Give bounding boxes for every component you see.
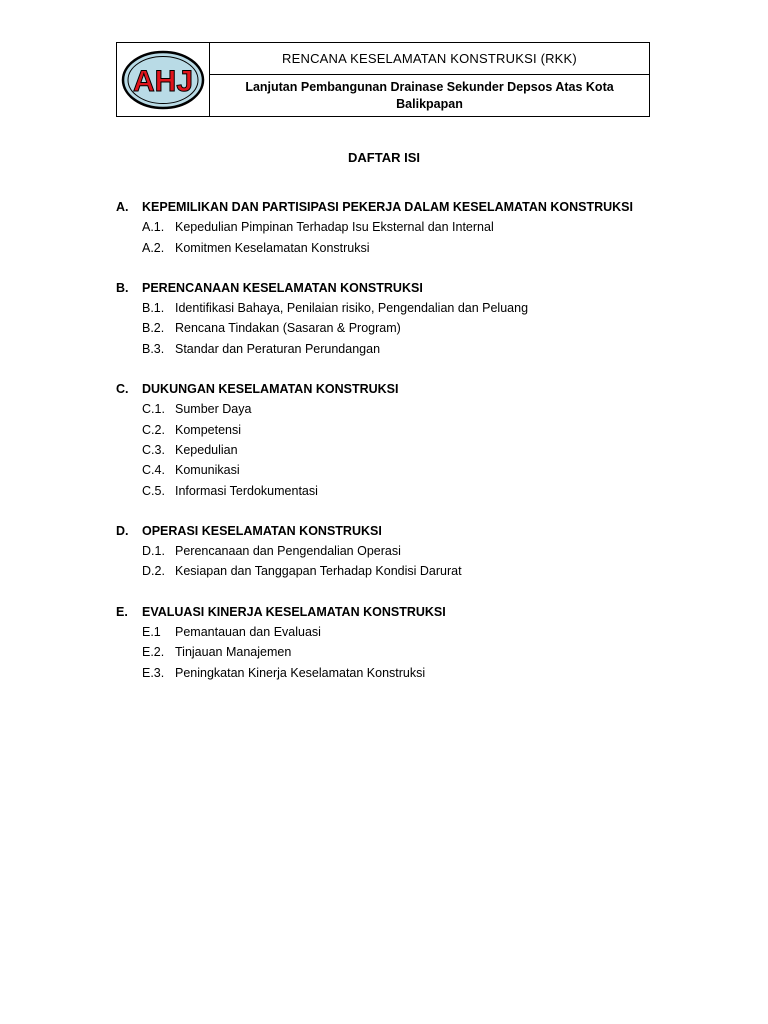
toc-section-heading <box>116 278 656 298</box>
toc-section <box>116 521 656 582</box>
header-subtitle: Lanjutan Pembangunan Drainase Sekunder Depsos Atas Kota Balikpapan <box>245 79 614 111</box>
toc-item-number: C.2. <box>142 422 165 437</box>
toc-item-label: Standar dan Peraturan Perundangan <box>175 341 381 356</box>
toc-item-label: Kepedulian Pimpinan Terhadap Isu Eksternal dan Internal <box>175 220 494 235</box>
toc-section-letter: E. <box>116 604 128 619</box>
toc-item-label: Komitmen Keselamatan Konstruksi <box>175 240 370 255</box>
toc-item <box>116 440 656 460</box>
logo-text: AHJ <box>132 64 194 98</box>
toc-section-title: OPERASI KESELAMATAN KONSTRUKSI <box>142 523 382 538</box>
toc-item-number: A.1. <box>142 220 165 235</box>
toc-section <box>116 602 656 683</box>
toc-item-number: C.1. <box>142 402 165 417</box>
toc-section-heading <box>116 602 656 622</box>
toc-item-number: E.2. <box>142 645 165 660</box>
toc-item <box>116 460 656 480</box>
toc-section-heading <box>116 521 656 541</box>
toc-section <box>116 197 656 258</box>
toc-item-number: C.5. <box>142 483 165 498</box>
toc-item-label: Rencana Tindakan (Sasaran & Program) <box>175 321 401 336</box>
toc-item-number: C.4. <box>142 463 165 478</box>
toc-item <box>116 642 656 662</box>
toc-item <box>116 339 656 359</box>
toc-item <box>116 662 656 682</box>
toc-item-label: Kepedulian <box>175 442 238 457</box>
toc-item <box>116 419 656 439</box>
toc-section-letter: A. <box>116 200 129 214</box>
toc-section-letter: B. <box>116 280 129 295</box>
document-header <box>116 42 650 117</box>
toc-item-number: A.2. <box>142 240 165 255</box>
toc-item-label: Perencanaan dan Pengendalian Operasi <box>175 544 401 559</box>
toc-item-number: D.2. <box>142 564 165 579</box>
toc-section <box>116 379 656 501</box>
toc-section-title: KEPEMILIKAN DAN PARTISIPASI PEKERJA DALAM KESELAMATAN KONSTRUKSI <box>142 200 633 214</box>
toc-item-label: Identifikasi Bahaya, Penilaian risiko, Pengendalian dan Peluang <box>175 300 529 315</box>
toc-section-letter: C. <box>116 381 129 396</box>
toc-item-label: Kesiapan dan Tanggapan Terhadap Kondisi Darurat <box>175 564 462 579</box>
toc-item <box>116 298 656 318</box>
toc-item <box>116 318 656 338</box>
toc-item-label: Komunikasi <box>175 463 240 478</box>
header-title: RENCANA KESELAMATAN KONSTRUKSI (RKK) <box>210 43 649 75</box>
toc-item <box>116 237 656 257</box>
toc-section-title: PERENCANAAN KESELAMATAN KONSTRUKSI <box>142 280 423 295</box>
toc-item <box>116 541 656 561</box>
toc-section-title: EVALUASI KINERJA KESELAMATAN KONSTRUKSI <box>142 604 446 619</box>
toc-item <box>116 399 656 419</box>
header-subtitle-cell <box>210 75 649 116</box>
toc-item-label: Kompetensi <box>175 422 242 437</box>
toc-item-number: B.1. <box>142 300 165 315</box>
logo-cell <box>117 43 210 116</box>
toc-item-label: Pemantauan dan Evaluasi <box>175 624 321 639</box>
toc-item-number: D.1. <box>142 544 165 559</box>
toc-item-label: Informasi Terdokumentasi <box>175 483 318 498</box>
toc-item-label: Tinjauan Manajemen <box>175 645 292 660</box>
header-title-column <box>210 43 649 116</box>
toc-section-title: DUKUNGAN KESELAMATAN KONSTRUKSI <box>142 381 399 396</box>
toc-item <box>116 217 656 237</box>
toc-item-number: B.3. <box>142 341 165 356</box>
toc-item <box>116 622 656 642</box>
toc-item-number: E.1 <box>142 624 161 639</box>
toc-item-number: E.3. <box>142 665 165 680</box>
toc-item-label: Peningkatan Kinerja Keselamatan Konstruksi <box>175 665 426 680</box>
toc-section-heading <box>116 379 656 399</box>
document-title: DAFTAR ISI <box>348 150 420 165</box>
toc-item <box>116 561 656 581</box>
toc-item-number: C.3. <box>142 442 165 457</box>
company-logo <box>121 50 205 110</box>
toc-section-heading <box>116 197 656 217</box>
toc-item-number: B.2. <box>142 321 165 336</box>
toc-item <box>116 481 656 501</box>
toc-item-label: Sumber Daya <box>175 402 252 417</box>
toc-section <box>116 278 656 359</box>
table-of-contents <box>116 197 656 703</box>
toc-section-letter: D. <box>116 523 129 538</box>
